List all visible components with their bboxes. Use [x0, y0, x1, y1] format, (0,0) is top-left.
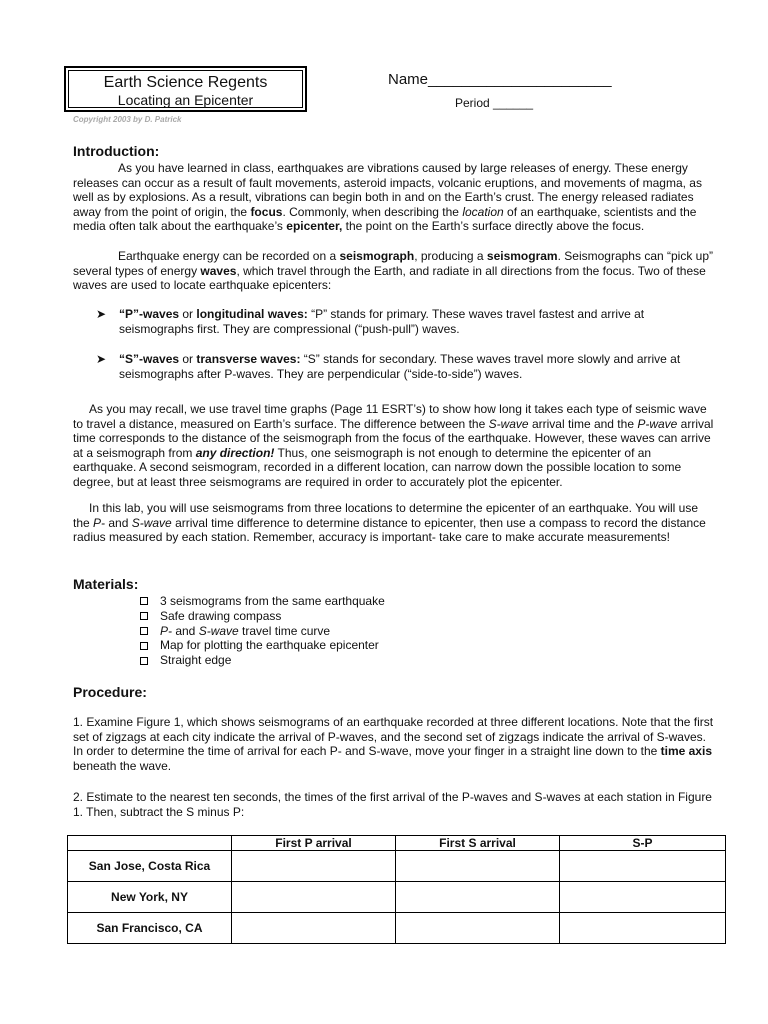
- period-field-label: Period ______: [455, 96, 534, 110]
- cell-s-arrival[interactable]: [396, 913, 560, 944]
- checkbox-square-icon: [140, 642, 148, 650]
- document-title: Earth Science Regents: [103, 74, 268, 91]
- document-subtitle: Locating an Epicenter: [117, 92, 254, 108]
- text-run: S-wave: [198, 623, 239, 638]
- text-run: In this lab, you will use seismograms from three locations to determine the epicenter of an earthquake. You will use the: [73, 501, 698, 530]
- text-run: “S” stands for secondary. These waves travel more slowly and arrive at seismographs after P-waves. They are perpendicular (“side-to-side”) waves.: [119, 352, 681, 381]
- text-run: and: [172, 623, 199, 638]
- table-row: [68, 913, 726, 944]
- text-run: arrival time difference to determine distance to epicenter, then use a compass to record the distance radius measured by each station. Remember, accuracy is important- take care to make accurate measurements!: [73, 515, 706, 545]
- term-s-wave: S-wave: [131, 515, 172, 530]
- term-seismogram: seismogram: [486, 249, 558, 263]
- term-waves: waves: [200, 263, 237, 278]
- table-header-empty: [68, 836, 232, 851]
- text-run: travel time curve: [238, 623, 331, 638]
- procedure-heading: Procedure:: [73, 684, 147, 700]
- term-epicenter: epicenter,: [286, 219, 343, 234]
- materials-heading: Materials:: [73, 576, 139, 592]
- checkbox-square-icon: [140, 627, 148, 635]
- material-text: Straight edge: [160, 653, 232, 668]
- list-item: [140, 609, 385, 624]
- text-run: or: [179, 307, 197, 321]
- term-time-axis: time axis: [660, 744, 712, 759]
- table-header-row: [68, 836, 726, 851]
- text-run: Earthquake energy can be recorded on a: [118, 249, 340, 263]
- text-run: “P”: [119, 307, 140, 321]
- text-run: and: [105, 515, 132, 530]
- text-run: of an earthquake, scientists and the media often talk about the earthquake’s: [73, 204, 697, 234]
- material-text: Map for plotting the earthquake epicenter: [160, 638, 379, 653]
- text-run: . Commonly, when describing the: [282, 204, 463, 219]
- text-run: -waves: [139, 352, 180, 366]
- row-label-san-jose: San Jose, Costa Rica: [68, 851, 232, 882]
- text-run: , producing a: [414, 249, 487, 263]
- text-run: As you may recall, we use travel time graphs (Page 11 ESRT’s) to show how long it takes each type of seismic wave to travel a distance, measured on Earth’s surface. The difference between the: [73, 402, 707, 431]
- text-run: transverse waves:: [196, 352, 301, 366]
- text-run: Thus, one seismograph is not enough to determine the epicenter of an earthquake. A second seismogram, recorded in a different location, can narrow down the possible location to some degree, but at least three seismograms are required in order to accurately plot the epicenter.: [73, 445, 682, 489]
- term-focus: focus: [250, 204, 283, 219]
- text-run: the point on the Earth’s surface directly above the focus.: [342, 219, 645, 234]
- intro-paragraph-3: [73, 402, 717, 490]
- arrival-times-table: [67, 835, 726, 944]
- header-s-minus-p: S-P: [560, 836, 726, 851]
- text-run: , which travel through the Earth, and radiate in all directions from the focus. Two of these waves are used to locate earthquake epicenters:: [73, 263, 706, 293]
- checkbox-square-icon: [140, 597, 148, 605]
- procedure-step-2: 2. Estimate to the nearest ten seconds, the times of the first arrival of the P-waves and S-waves at each station in Figure 1. Then, subtract the S minus P:: [73, 790, 712, 819]
- emphasis-any-direction: any direction!: [195, 445, 275, 460]
- introduction-heading: Introduction:: [73, 143, 160, 159]
- cell-s-arrival[interactable]: [396, 851, 560, 882]
- text-run: or: [179, 352, 197, 366]
- term-p: P-: [93, 515, 106, 530]
- list-item: [140, 638, 385, 653]
- cell-s-minus-p[interactable]: [560, 882, 726, 913]
- material-text: [160, 624, 330, 639]
- header-first-p-arrival: First P arrival: [232, 836, 396, 851]
- text-run: -waves: [139, 307, 180, 321]
- bullet-arrow-icon: ➤: [96, 307, 107, 321]
- title-box-inner: [68, 70, 303, 108]
- cell-p-arrival[interactable]: [232, 882, 396, 913]
- text-run: “P” stands for primary. These waves travel fastest and arrive at seismographs first. They are compressional (“push-pull”) waves.: [119, 307, 645, 336]
- text-run: . Seismographs can “pick up” several types of energy: [73, 249, 714, 278]
- term-p-wave: P-wave: [637, 416, 678, 431]
- cell-s-arrival[interactable]: [396, 882, 560, 913]
- term-s-wave: S-wave: [488, 416, 529, 431]
- list-item: [140, 624, 385, 639]
- term-seismograph: seismograph: [339, 249, 415, 263]
- intro-paragraph-2: [73, 249, 717, 293]
- table-row: [68, 882, 726, 913]
- text-run: As you have learned in class, earthquakes are vibrations caused by large releases of energy. These energy releases can occur as a result of fault movements, asteroid impacts, volcanic eruptions, and movements of magma, as well as by explosions. As a result, vibrations can begin both in and on the Earth’s crust. The energy released radiates away from the point of origin, the: [73, 161, 702, 219]
- text-run: longitudinal waves:: [196, 307, 308, 321]
- bullet-arrow-icon: ➤: [96, 352, 107, 366]
- text-run: arrival time and the: [528, 416, 638, 431]
- title-box: [64, 66, 307, 112]
- cell-p-arrival[interactable]: [232, 851, 396, 882]
- list-item: [140, 594, 385, 609]
- cell-p-arrival[interactable]: [232, 913, 396, 944]
- copyright-notice: Copyright 2003 by D. Patrick: [73, 115, 182, 124]
- text-run: arrival time corresponds to the distance of the seismograph from the focus of the earthquake. However, these waves can arrive at a seismograph from: [73, 416, 714, 460]
- cell-s-minus-p[interactable]: [560, 913, 726, 944]
- checkbox-square-icon: [140, 612, 148, 620]
- materials-list: [140, 594, 385, 668]
- material-text: 3 seismograms from the same earthquake: [160, 594, 385, 608]
- intro-paragraph-1: [73, 161, 717, 234]
- row-label-new-york: New York, NY: [68, 882, 232, 913]
- row-label-san-francisco: San Francisco, CA: [68, 913, 232, 944]
- text-run: beneath the wave.: [73, 758, 172, 773]
- text-run: “S”: [119, 352, 140, 366]
- material-text: Safe drawing compass: [160, 608, 282, 623]
- list-item: [140, 653, 385, 668]
- name-field-label: Name______________________: [388, 71, 612, 88]
- intro-paragraph-4: [73, 501, 717, 545]
- header-first-s-arrival: First S arrival: [396, 836, 560, 851]
- term-location: location: [462, 204, 504, 219]
- text-run: 1. Examine Figure 1, which shows seismograms of an earthquake recorded at three different locations. Note that the first set of zigzags at each city indicate the arrival of P-waves, and the second set of zigzags indicate the arrival of S-waves. In order to determine the time of arrival for each P- and S-wave, move your finger in a straight line down to the: [73, 715, 714, 759]
- procedure-step-1: [73, 715, 717, 773]
- table-row: [68, 851, 726, 882]
- checkbox-square-icon: [140, 657, 148, 665]
- s-wave-bullet: [119, 352, 719, 381]
- p-wave-bullet: [119, 307, 719, 336]
- text-run: P-: [160, 623, 172, 638]
- cell-s-minus-p[interactable]: [560, 851, 726, 882]
